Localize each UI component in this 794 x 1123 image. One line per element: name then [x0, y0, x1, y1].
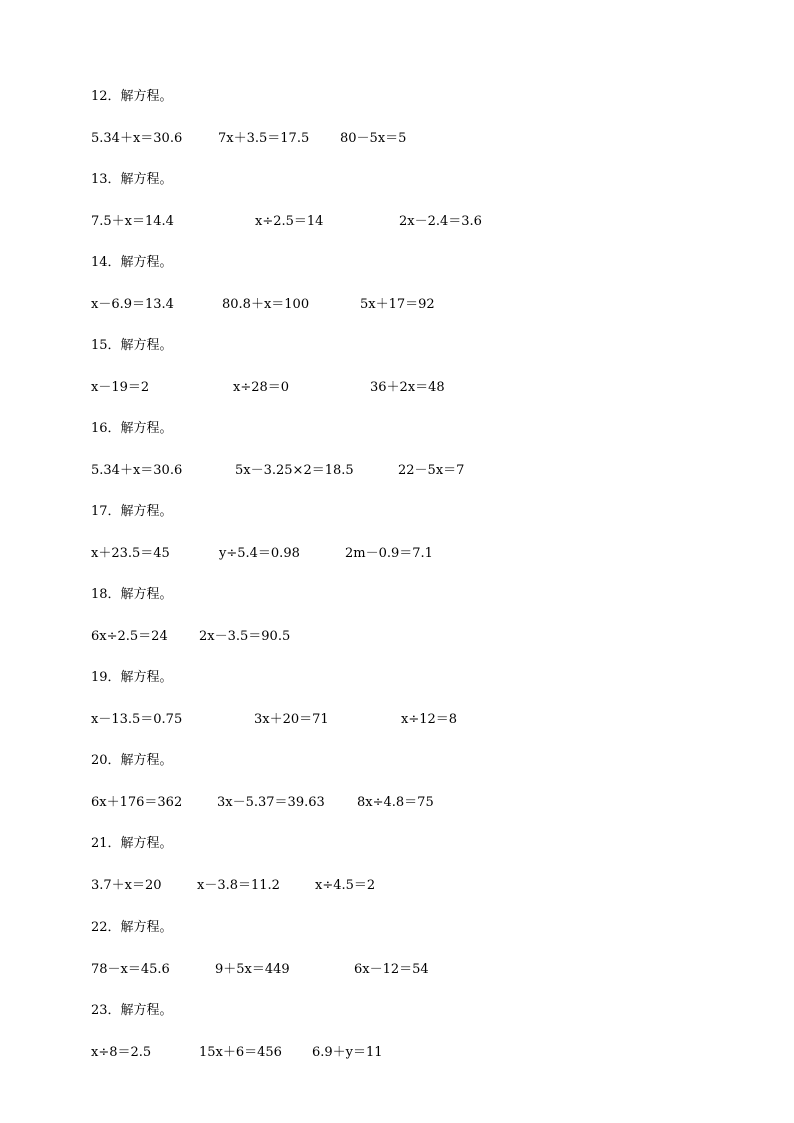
equation-3: 5x＋17＝92 — [360, 297, 435, 312]
equation-2: 15x＋6＝456 — [199, 1045, 282, 1060]
problem-13 — [0, 172, 794, 232]
equation-1: 5.34＋x＝30.6 — [91, 131, 183, 146]
equation-3: 2m－0.9＝7.1 — [345, 546, 433, 561]
equation-2: 5x－3.25×2＝18.5 — [235, 463, 354, 478]
equation-2: x－3.8＝11.2 — [197, 878, 280, 893]
problem-23 — [0, 1003, 794, 1063]
equation-3: 2x－2.4＝3.6 — [399, 214, 482, 229]
problem-heading: 12．解方程。 — [91, 89, 173, 104]
equation-3: 36＋2x＝48 — [370, 380, 445, 395]
equation-2: 2x－3.5＝90.5 — [199, 629, 291, 644]
equation-2: 80.8＋x＝100 — [222, 297, 310, 312]
problem-heading: 16．解方程。 — [91, 421, 173, 436]
equation-2: 3x－5.37＝39.63 — [217, 795, 325, 810]
problem-17 — [0, 504, 794, 564]
problem-20 — [0, 753, 794, 813]
equation-3: 6x－12＝54 — [354, 962, 429, 977]
problem-12 — [0, 89, 794, 149]
problem-heading: 15．解方程。 — [91, 338, 173, 353]
equation-1: 3.7＋x＝20 — [91, 878, 162, 893]
problem-heading: 19．解方程。 — [91, 670, 173, 685]
equation-1: 7.5＋x＝14.4 — [91, 214, 174, 229]
equation-1: x＋23.5＝45 — [91, 546, 170, 561]
equation-1: x－19＝2 — [91, 380, 150, 395]
equation-3: 80－5x＝5 — [340, 131, 407, 146]
equation-2: 3x＋20＝71 — [254, 712, 329, 727]
problem-heading: 18．解方程。 — [91, 587, 173, 602]
equation-2: x÷2.5＝14 — [255, 214, 324, 229]
equation-1: x÷8＝2.5 — [91, 1045, 152, 1060]
equation-3: 8x÷4.8＝75 — [357, 795, 434, 810]
problem-22 — [0, 920, 794, 980]
equation-2: y÷5.4＝0.98 — [219, 546, 300, 561]
problem-18 — [0, 587, 794, 647]
problem-16 — [0, 421, 794, 481]
equation-3: 6.9＋y＝11 — [312, 1045, 383, 1060]
equation-1: 6x＋176＝362 — [91, 795, 183, 810]
problem-14 — [0, 255, 794, 315]
problem-heading: 17．解方程。 — [91, 504, 173, 519]
problem-19 — [0, 670, 794, 730]
equation-1: 78－x＝45.6 — [91, 962, 170, 977]
equation-1: 6x÷2.5＝24 — [91, 629, 168, 644]
equation-3: x÷12＝8 — [401, 712, 458, 727]
equation-2: x÷28＝0 — [233, 380, 290, 395]
problem-heading: 14．解方程。 — [91, 255, 173, 270]
problem-heading: 23．解方程。 — [91, 1003, 173, 1018]
problem-heading: 13．解方程。 — [91, 172, 173, 187]
problem-15 — [0, 338, 794, 398]
equation-2: 9＋5x＝449 — [215, 962, 290, 977]
problem-heading: 21．解方程。 — [91, 836, 173, 851]
problem-21 — [0, 836, 794, 896]
equation-1: x－6.9＝13.4 — [91, 297, 174, 312]
equation-2: 7x＋3.5＝17.5 — [218, 131, 310, 146]
problem-heading: 22．解方程。 — [91, 920, 173, 935]
equation-3: x÷4.5＝2 — [315, 878, 376, 893]
equation-1: x－13.5＝0.75 — [91, 712, 183, 727]
equation-3: 22－5x＝7 — [398, 463, 465, 478]
equation-1: 5.34＋x＝30.6 — [91, 463, 183, 478]
problem-heading: 20．解方程。 — [91, 753, 173, 768]
